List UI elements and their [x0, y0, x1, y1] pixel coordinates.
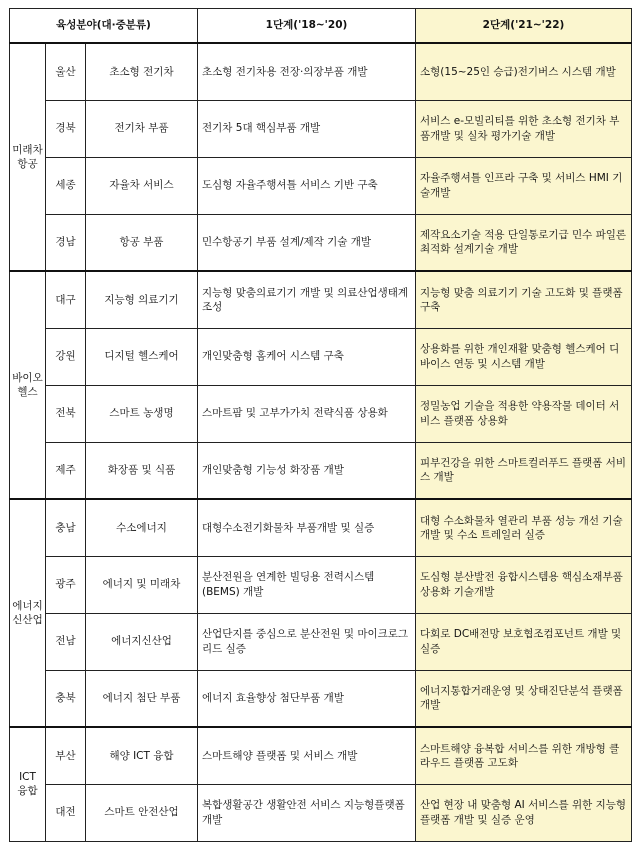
phase2-cell: 서비스 e-모빌리티를 위한 초소형 전기차 부품개발 및 실차 평가기술 개발 — [416, 100, 632, 157]
table-row — [10, 43, 632, 100]
field-cell: 에너지 및 미래차 — [86, 556, 198, 613]
region-cell: 경남 — [46, 214, 86, 271]
field-cell: 디지털 헬스케어 — [86, 328, 198, 385]
table-row — [10, 100, 632, 157]
field-cell: 초소형 전기차 — [86, 43, 198, 100]
region-cell: 강원 — [46, 328, 86, 385]
table-row — [10, 442, 632, 499]
phase1-cell: 복합생활공간 생활안전 서비스 지능형플랫폼 개발 — [198, 784, 416, 841]
field-cell: 에너지신산업 — [86, 613, 198, 670]
phase1-cell: 개인맞춤형 기능성 화장품 개발 — [198, 442, 416, 499]
category-cell: ICT 융합 — [10, 727, 46, 841]
region-cell: 대전 — [46, 784, 86, 841]
phase1-cell: 대형수소전기화물차 부품개발 및 실증 — [198, 499, 416, 556]
region-cell: 세종 — [46, 157, 86, 214]
table-row — [10, 385, 632, 442]
field-cell: 지능형 의료기기 — [86, 271, 198, 328]
region-cell: 경북 — [46, 100, 86, 157]
phase1-cell: 산업단지를 중심으로 분산전원 및 마이크로그리드 실증 — [198, 613, 416, 670]
category-cell: 미래차 항공 — [10, 43, 46, 271]
region-cell: 대구 — [46, 271, 86, 328]
region-cell: 전북 — [46, 385, 86, 442]
field-cell: 해양 ICT 융합 — [86, 727, 198, 784]
region-cell: 제주 — [46, 442, 86, 499]
phase2-cell: 상용화를 위한 개인재활 맞춤형 헬스케어 디바이스 연동 및 시스템 개발 — [416, 328, 632, 385]
category-cell: 에너지 신산업 — [10, 499, 46, 727]
phase1-cell: 분산전원을 연계한 빌딩용 전력시스템(BEMS) 개발 — [198, 556, 416, 613]
phase2-cell: 피부건강을 위한 스마트컬러푸드 플랫폼 서비스 개발 — [416, 442, 632, 499]
header-phase1: 1단계('18~'20) — [198, 9, 416, 44]
field-cell: 스마트 농생명 — [86, 385, 198, 442]
field-cell: 항공 부품 — [86, 214, 198, 271]
phase2-cell: 제작요소기술 적용 단일통로기급 민수 파일론 최적화 설계기술 개발 — [416, 214, 632, 271]
field-cell: 에너지 첨단 부품 — [86, 670, 198, 727]
header-field: 육성분야(대·중분류) — [10, 9, 198, 44]
phase1-cell: 초소형 전기차용 전장·의장부품 개발 — [198, 43, 416, 100]
phase1-cell: 스마트해양 플랫폼 및 서비스 개발 — [198, 727, 416, 784]
region-cell: 부산 — [46, 727, 86, 784]
table-row — [10, 784, 632, 841]
roadmap-table — [9, 8, 632, 842]
field-cell: 수소에너지 — [86, 499, 198, 556]
table-row — [10, 328, 632, 385]
phase2-cell: 자율주행셔틀 인프라 구축 및 서비스 HMI 기술개발 — [416, 157, 632, 214]
field-cell: 스마트 안전산업 — [86, 784, 198, 841]
phase1-cell: 전기차 5대 핵심부품 개발 — [198, 100, 416, 157]
category-cell: 바이오 헬스 — [10, 271, 46, 499]
region-cell: 전남 — [46, 613, 86, 670]
table-row — [10, 670, 632, 727]
phase2-cell: 스마트해양 융복합 서비스를 위한 개방형 클라우드 플랫폼 고도화 — [416, 727, 632, 784]
phase2-cell: 에너지통합거래운영 및 상태진단분석 플랫폼개발 — [416, 670, 632, 727]
field-cell: 전기차 부품 — [86, 100, 198, 157]
phase2-cell: 대형 수소화물차 열관리 부품 성능 개선 기술개발 및 수소 트레일러 실증 — [416, 499, 632, 556]
table-row — [10, 613, 632, 670]
phase1-cell: 도심형 자율주행셔틀 서비스 기반 구축 — [198, 157, 416, 214]
table-row — [10, 157, 632, 214]
phase1-cell: 스마트팜 및 고부가가치 전략식품 상용화 — [198, 385, 416, 442]
phase2-cell: 산업 현장 내 맞춤형 AI 서비스를 위한 지능형 플랫폼 개발 및 실증 운영 — [416, 784, 632, 841]
region-cell: 광주 — [46, 556, 86, 613]
phase2-cell: 다회로 DC배전망 보호협조컴포넌트 개발 및 실증 — [416, 613, 632, 670]
phase1-cell: 민수항공기 부품 설계/제작 기술 개발 — [198, 214, 416, 271]
phase2-cell: 도심형 분산발전 융합시스템용 핵심소재부품 상용화 기술개발 — [416, 556, 632, 613]
phase2-cell: 정밀농업 기술을 적용한 약용작물 데이터 서비스 플랫폼 상용화 — [416, 385, 632, 442]
header-phase2: 2단계('21~'22) — [416, 9, 632, 44]
phase1-cell: 지능형 맞춤의료기기 개발 및 의료산업생태계 조성 — [198, 271, 416, 328]
table-row — [10, 727, 632, 784]
region-cell: 충남 — [46, 499, 86, 556]
region-cell: 울산 — [46, 43, 86, 100]
phase2-cell: 소형(15~25인 승급)전기버스 시스템 개발 — [416, 43, 632, 100]
table-row — [10, 214, 632, 271]
phase2-cell: 지능형 맞춤 의료기기 기술 고도화 및 플랫폼 구축 — [416, 271, 632, 328]
table-row — [10, 556, 632, 613]
phase1-cell: 에너지 효율향상 첨단부품 개발 — [198, 670, 416, 727]
field-cell: 화장품 및 식품 — [86, 442, 198, 499]
phase1-cell: 개인맞춤형 홈케어 시스템 구축 — [198, 328, 416, 385]
table-row — [10, 499, 632, 556]
header-row — [10, 9, 632, 44]
region-cell: 충북 — [46, 670, 86, 727]
table-row — [10, 271, 632, 328]
field-cell: 자율차 서비스 — [86, 157, 198, 214]
